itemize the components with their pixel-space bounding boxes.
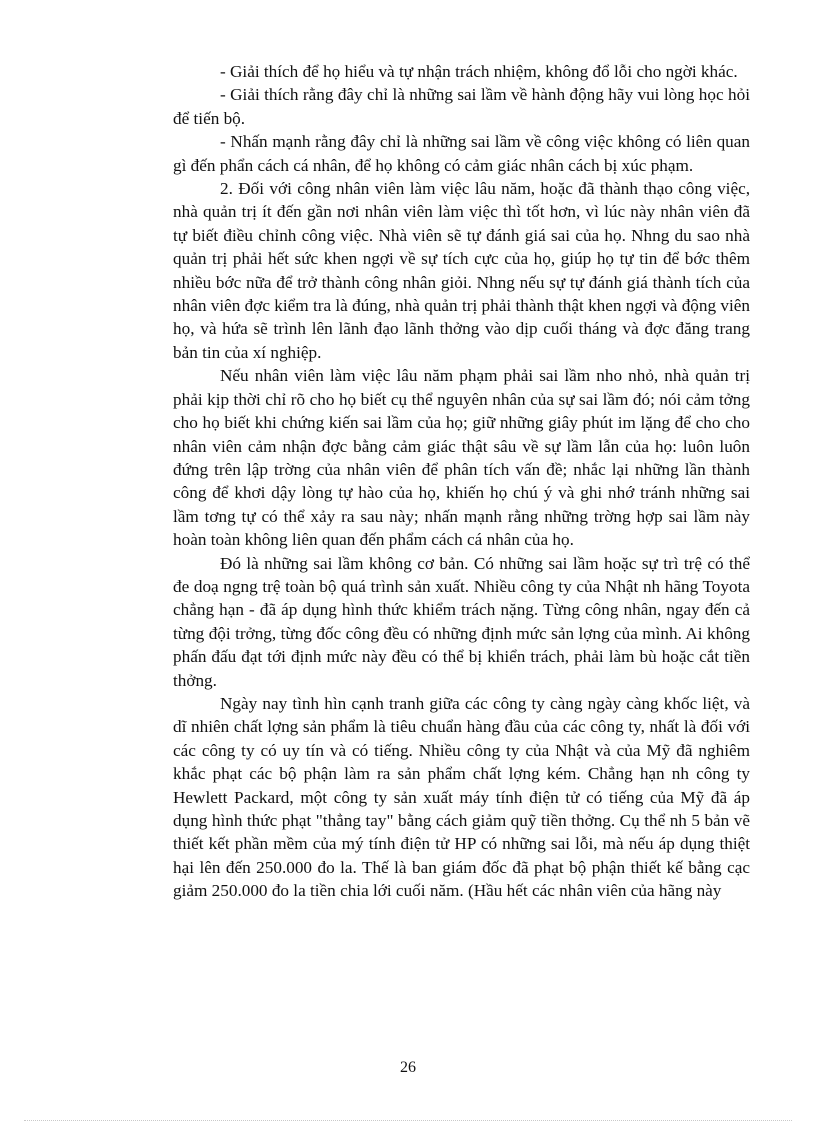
paragraph: 2. Đối với công nhân viên làm việc lâu năm, hoặc đã thành thạo công việc, nhà quản trị ít đến gần nơi nhân viên làm việc thì tốt hơn, vì lúc này nhân viên đã tự biết điều chỉnh công việc. Nhà viên sẽ tự đánh giá sai của họ. Nhng du sao nhà quản trị phải hết sức khen ngợi về sự tích cực của họ, giúp họ tự tin để bớc thêm nhiều bớc nữa để trở thành công nhân giỏi. Nhng nếu sự tự đánh giá thành tích của nhân viên đợc kiểm tra là đúng, nhà quản trị phải thành thật khen ngợi và động viên họ, và hứa sẽ trình lên lãnh đạo lãnh thởng vào dịp cuối tháng và đợc đăng trang bản tin của xí nghiệp. — [173, 179, 750, 362]
page-edge-divider — [24, 1120, 792, 1121]
paragraph: Ngày nay tình hìn cạnh tranh giữa các công ty càng ngày càng khốc liệt, và dĩ nhiên chất lợng sản phẩm là tiêu chuẩn hàng đầu của các công ty, nhất là đối với các công ty có uy tín và có tiếng. Nhiều công ty của Nhật và của Mỹ đã nghiêm khắc phạt các bộ phận làm ra sản phẩm chất lợng kém. Chẳng hạn nh công ty Hewlett Packard, một công ty sản xuất máy tính điện tử có tiếng của Mỹ đã áp dụng hình thức phạt "thẳng tay" bằng cách giảm quỹ tiền thởng. Cụ thể nh 5 bản vẽ thiết kết phần mềm của mý tính điện tử HP có những sai lỗi, mà nếu áp dụng thiệt hại lên đến 250.000 đo la. Thế là ban giám đốc đã phạt bộ phận thiết kế bằng cạc giảm 250.000 đo la tiền chia lới cuối năm. (Hầu hết các nhân viên của hãng này — [173, 693, 750, 901]
body-text — [173, 60, 750, 903]
paragraph: Đó là những sai lầm không cơ bản. Có những sai lầm hoặc sự trì trệ có thể đe doạ ngng trệ toàn bộ quá trình sản xuất. Nhiều công ty của Nhật nh hãng Toyota chẳng hạn - đã áp dụng hình thức khiểm trách nặng. Từng công nhân, ngay đến cả từng đội trởng, từng đốc công đều có những định mức sản lợng của mình. Ai không phấn đấu đạt tới định mức này đều có thể bị khiển trách, phải làm bù hoặc cắt tiền thởng. — [173, 553, 750, 690]
paragraph: - Giải thích rằng đây chỉ là những sai lầm về hành động hãy vui lòng học hỏi để tiến bộ. — [173, 85, 750, 128]
page-number: 26 — [400, 1059, 416, 1076]
paragraph: - Giải thích để họ hiểu và tự nhận trách nhiệm, không đổ lỗi cho ngời khác. — [220, 62, 738, 81]
paragraph: Nếu nhân viên làm việc lâu năm phạm phải sai lầm nho nhỏ, nhà quản trị phải kịp thời chỉ rõ cho họ biết cụ thể nguyên nhân của sự sai lầm đó; nói cảm tởng cho họ biết khi chứng kiến sai lầm của họ; giữ những giây phút im lặng để cho cho nhân viên cảm nhận đợc bằng cảm giác thật sâu về sự lầm lẫn của họ: luôn luôn đứng trên lập trờng của nhân viên để phân tích vấn đề; nhắc lại những lần thành công để khơi dậy lòng tự hào của họ, khiến họ chú ý và ghi nhớ tránh những sai lầm tơng tự có thể xảy ra sau này; nhấn mạnh rằng những trờng hợp sai lầm này hoàn toàn không liên quan đến phẩm cách cá nhân của họ. — [173, 366, 750, 550]
paragraph: - Nhấn mạnh rằng đây chỉ là những sai lầm về công việc không có liên quan gì đến phẩn cách cá nhân, để họ không có cảm giác nhân cách bị xúc phạm. — [173, 132, 750, 175]
